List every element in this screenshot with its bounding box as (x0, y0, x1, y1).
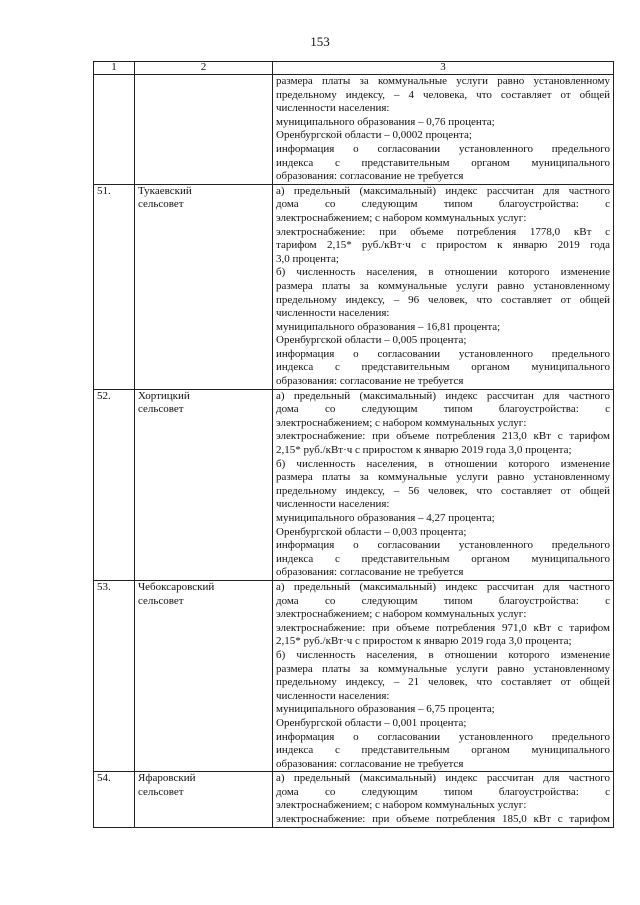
column-header-2: 2 (135, 62, 273, 75)
settlement-name (135, 184, 273, 389)
description-line: а) предельный (максимальный) индекс рассчитан для частного (276, 580, 610, 593)
settlement-name-line: Тукаевский (138, 184, 192, 197)
tariff-index-table (93, 61, 614, 828)
column-header-1: 1 (94, 62, 135, 75)
description-line: размера платы за коммунальные услуги равно установленному (276, 662, 610, 675)
row-number: 52. (94, 389, 135, 580)
header-row (94, 62, 614, 75)
description-line: размера платы за коммунальные услуги равно установленному (276, 279, 610, 292)
description-line: а) предельный (максимальный) индекс рассчитан для частного (276, 772, 610, 785)
description-line: 2,15* руб./кВт·ч с приростом к январю 2019 года 3,0 процента; (276, 635, 572, 648)
settlement-name (135, 580, 273, 771)
table-row (94, 184, 614, 389)
description-line: а) предельный (максимальный) индекс рассчитан для частного (276, 389, 610, 402)
description-line: образования: согласование не требуется (276, 566, 464, 579)
description-line: Оренбургской области – 0,0002 процента; (276, 129, 472, 142)
description-line: Оренбургской области – 0,001 процента; (276, 716, 467, 729)
description-line: муниципального образования – 6,75 процента; (276, 703, 495, 716)
settlement-name-line: сельсовет (138, 785, 184, 798)
description-line: б) численность населения, в отношении которого изменение (276, 457, 610, 470)
description-line: электроснабжением; с набором коммунальных услуг: (276, 416, 527, 429)
table-row (94, 580, 614, 771)
description-line: электроснабжение: при объеме потребления 1778,0 кВт с (276, 225, 610, 238)
settlement-name-line: Чебоксаровский (138, 580, 215, 593)
settlement-name-line: сельсовет (138, 198, 184, 211)
description-line: электроснабжением; с набором коммунальных услуг: (276, 608, 527, 621)
description-line: образования: согласование не требуется (276, 170, 464, 183)
description-line: предельному индексу, – 96 человек, что составляет от общей (276, 293, 610, 306)
description-line: размера платы за коммунальные услуги равно установленному (276, 471, 610, 484)
description-line: электроснабжение: при объеме потребления 971,0 кВт с тарифом (276, 621, 610, 634)
description-line: предельному индексу, – 21 человек, что составляет от общей (276, 676, 610, 689)
description-line: предельному индексу, – 4 человека, что составляет от общей (276, 88, 610, 101)
column-header-3: 3 (273, 62, 614, 75)
row-number: 54. (94, 772, 135, 827)
settlement-name-line: Хортицкий (138, 389, 190, 402)
index-description (273, 184, 614, 389)
description-line: информация о согласовании установленного предельного (276, 142, 610, 155)
table-row (94, 772, 614, 827)
description-line: муниципального образования – 4,27 процента; (276, 512, 495, 524)
description-line: б) численность населения, в отношении которого изменение (276, 648, 610, 661)
index-description (273, 389, 614, 580)
description-line: электроснабжением; с набором коммунальных услуг: (276, 211, 527, 224)
settlement-name (135, 389, 273, 580)
description-line: индекса с представительным органом муниципального (276, 744, 610, 757)
description-line: Оренбургской области – 0,005 процента; (276, 334, 467, 347)
description-line: информация о согласовании установленного предельного (276, 730, 610, 743)
description-line: индекса с представительным органом муниципального (276, 552, 610, 565)
index-description (273, 580, 614, 771)
description-line: индекса с представительным органом муниципального (276, 361, 610, 374)
description-line: образования: согласование не требуется (276, 375, 464, 388)
description-line: информация о согласовании установленного предельного (276, 347, 610, 360)
description-line: электроснабжением; с набором коммунальных услуг: (276, 799, 527, 812)
description-line: индекса с представительным органом муниципального (276, 156, 610, 169)
settlement-name-line: Яфаровский (138, 772, 196, 785)
description-line: дома со следующим типом благоустройства: с (276, 403, 610, 416)
settlement-name-line: сельсовет (138, 594, 184, 607)
description-line: численности населения: (276, 307, 390, 320)
description-line: Оренбургской области – 0,003 процента; (276, 525, 467, 538)
table-row (94, 75, 614, 185)
settlement-name-line: сельсовет (138, 403, 184, 416)
description-line: дома со следующим типом благоустройства: с (276, 594, 610, 607)
description-line: дома со следующим типом благоустройства: с (276, 198, 610, 211)
description-line: муниципального образования – 0,76 процента; (276, 115, 495, 128)
description-line: численности населения: (276, 689, 390, 702)
index-description (273, 772, 614, 827)
row-number: 53. (94, 580, 135, 771)
row-number (94, 75, 135, 185)
description-line: тарифом 2,15* руб./кВт·ч с приростом к январю 2019 года (276, 239, 610, 252)
description-line: 2,15* руб./кВт·ч с приростом к январю 2019 года 3,0 процента; (276, 444, 572, 457)
row-number: 51. (94, 184, 135, 389)
description-line: образования: согласование не требуется (276, 757, 464, 770)
description-line: численности населения: (276, 498, 390, 511)
description-line: предельному индексу, – 56 человек, что составляет от общей (276, 484, 610, 497)
description-line: 3,0 процента; (276, 252, 339, 265)
settlement-name (135, 75, 273, 185)
table-row (94, 389, 614, 580)
description-line: б) численность населения, в отношении которого изменение (276, 266, 610, 279)
table-body (94, 75, 614, 828)
description-line: размера платы за коммунальные услуги равно установленному (276, 75, 610, 87)
description-line: информация о согласовании установленного предельного (276, 539, 610, 552)
description-line: электроснабжение: при объеме потребления 185,0 кВт с тарифом (276, 813, 610, 826)
description-line: численности населения: (276, 102, 390, 115)
description-line: электроснабжение: при объеме потребления 213,0 кВт с тарифом (276, 430, 610, 443)
description-line: дома со следующим типом благоустройства: с (276, 785, 610, 798)
description-line: муниципального образования – 16,81 процента; (276, 320, 501, 333)
description-line: а) предельный (максимальный) индекс рассчитан для частного (276, 184, 610, 197)
index-description (273, 75, 614, 185)
page-number: 153 (310, 34, 330, 49)
settlement-name (135, 772, 273, 827)
